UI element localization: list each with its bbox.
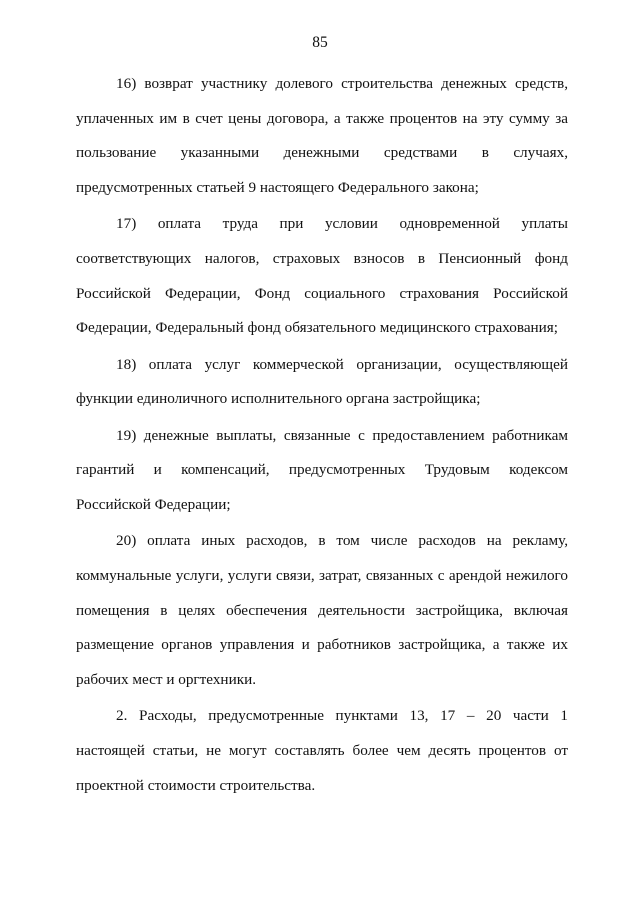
paragraph-part-2: 2. Расходы, предусмотренные пунктами 13, 17 – 20 части 1 настоящей статьи, не могут составлять более чем десять процентов от проектной стоимости строительства. bbox=[76, 707, 568, 794]
paragraph-item-17: 17) оплата труда при условии одновременной уплаты соответствующих налогов, страховых взносов в Пенсионный фонд Российской Федерации, Фонд социального страхования Российской Федерации, Федеральный фонд обязательного медицинского страхования; bbox=[76, 215, 568, 337]
paragraph-item-18: 18) оплата услуг коммерческой организации, осуществляющей функции единоличного исполнительного органа застройщика; bbox=[76, 355, 568, 408]
paragraph-item-16: 16) возврат участнику долевого строительства денежных средств, уплаченных им в счет цены договора, а также процентов на эту сумму за пользование указанными денежными средствами в случаях, предусмотренных статьей 9 настоящего Федерального закона; bbox=[76, 75, 568, 197]
paragraph-item-19: 19) денежные выплаты, связанные с предоставлением работникам гарантий и компенсаций, предусмотренных Трудовым кодексом Российской Федерации; bbox=[76, 426, 568, 513]
paragraph-item-20: 20) оплата иных расходов, в том числе расходов на рекламу, коммунальные услуги, услуги связи, затрат, связанных с арендой нежилого помещения в целях обеспечения деятельности застройщика, включая размещение органов управления и работников застройщика, а также их рабочих мест и оргтехники. bbox=[76, 532, 568, 688]
document-body bbox=[76, 67, 568, 803]
page-number: 85 bbox=[312, 34, 328, 51]
